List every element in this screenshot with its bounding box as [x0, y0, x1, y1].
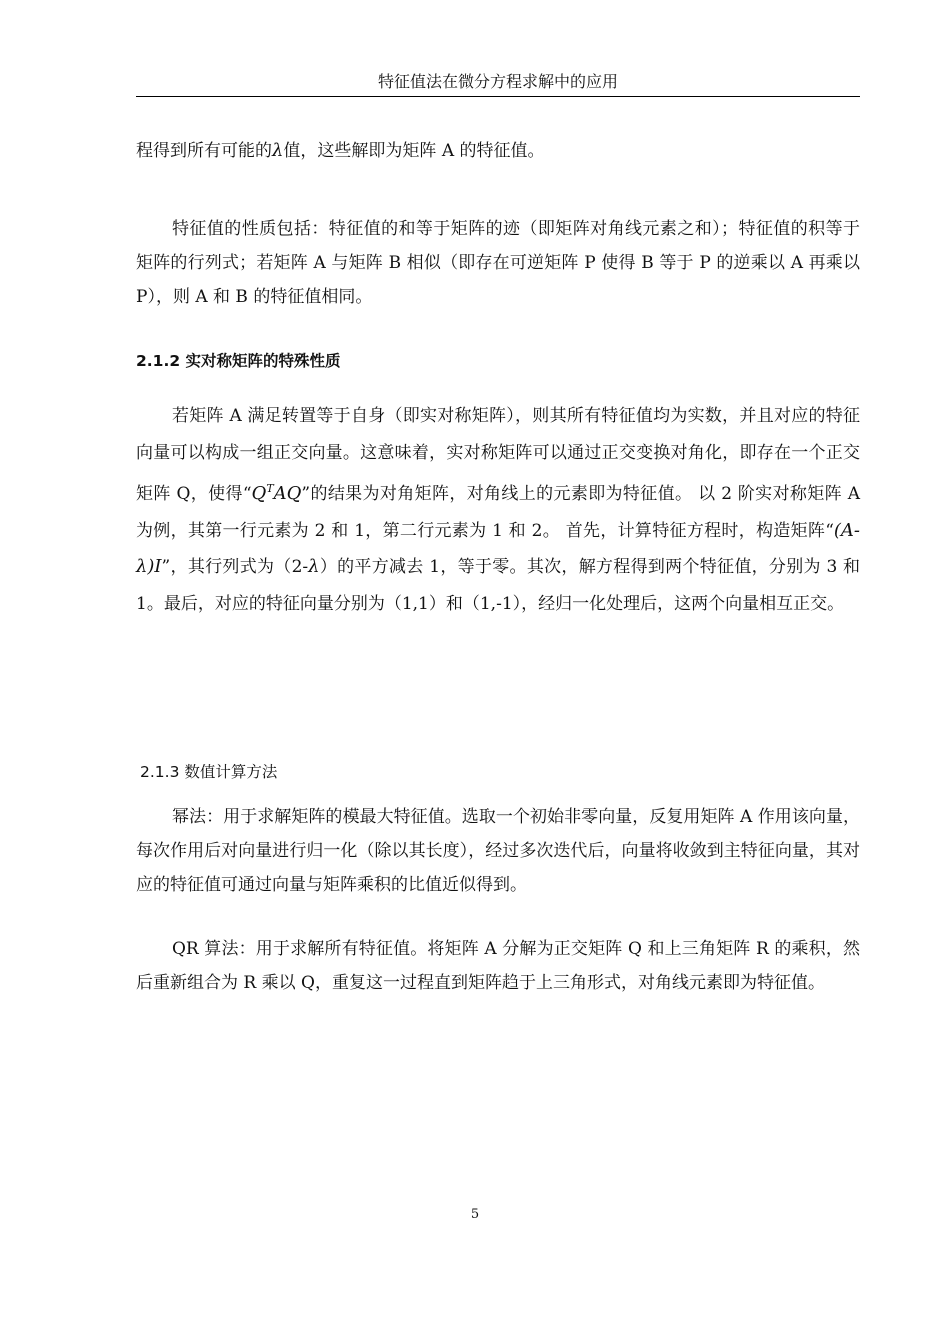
- paragraph-text: 值，这些解即为矩阵 A 的特征值。: [283, 141, 545, 161]
- paragraph-text: ”，其行列式为（2-: [161, 557, 309, 577]
- page-number: 5: [470, 1207, 480, 1222]
- symmetric-matrix-paragraph: [136, 398, 860, 622]
- formula-q: Q: [251, 483, 267, 504]
- running-header: 特征值法在微分方程求解中的应用: [136, 68, 860, 97]
- section-heading-2-1-3: 2.1.3 数值计算方法: [140, 763, 278, 781]
- paragraph-text: ”的结果为对角矩阵，对角线上的元素即为特征值。 以 2 阶实对称矩阵 A 为例，其第一行元素为 2 和 1，第二行元素为 1 和 2。 首先，计算特征方程时，构造矩阵“: [136, 484, 860, 541]
- qr-algorithm-paragraph: QR 算法：用于求解所有特征值。将矩阵 A 分解为正交矩阵 Q 和上三角矩阵 R 的乘积，然后重新组合为 R 乘以 Q，重复这一过程直到矩阵趋于上三角形式，对角线元素即为特征值。: [136, 939, 860, 993]
- lambda-symbol: λ: [272, 140, 284, 161]
- formula-aq: AQ: [273, 483, 302, 504]
- paragraph-text: ）的平方减去 1，等于零。其次，解方程得到两个特征值，分别为 3 和 1。最后，对应的特征向量分别为（1,1）和（1,-1），经归一化处理后，这两个向量相互正交。: [136, 557, 860, 614]
- lambda-symbol: λ: [308, 556, 320, 577]
- formula-transpose: T: [266, 482, 274, 495]
- power-method-paragraph: 幂法：用于求解矩阵的模最大特征值。选取一个初始非零向量，反复用矩阵 A 作用该向量，每次作用后对向量进行归一化（除以其长度），经过多次迭代后，向量将收敛到主特征向量，其对应的特征值可通过向量与矩阵乘积的比值近似得到。: [136, 807, 860, 895]
- section-heading-2-1-2: 2.1.2 实对称矩阵的特殊性质: [136, 352, 341, 370]
- a-minus-lambda-i-formula: (A- λ)I: [136, 519, 860, 577]
- paragraph-text: 若矩阵 A 满足转置等于自身（即实对称矩阵），则其所有特征值均为实数，并且对应的特征向量可以构成一组正交向量。这意味着，实对称矩阵可以通过正交变换对角化，即存在一个正交矩阵 Q，使得“: [136, 406, 860, 504]
- qtaq-formula: [252, 483, 302, 504]
- paragraph-text: 程得到所有可能的: [136, 141, 272, 161]
- eigenvalue-properties-paragraph: 特征值的性质包括：特征值的和等于矩阵的迹（即矩阵对角线元素之和）；特征值的积等于矩阵的行列式；若矩阵 A 与矩阵 B 相似（即存在可逆矩阵 P 使得 B 等于 P 的逆乘以 A 再乘以 P），则 A 和 B 的特征值相同。: [136, 219, 860, 307]
- paragraph-continuation: [136, 134, 860, 168]
